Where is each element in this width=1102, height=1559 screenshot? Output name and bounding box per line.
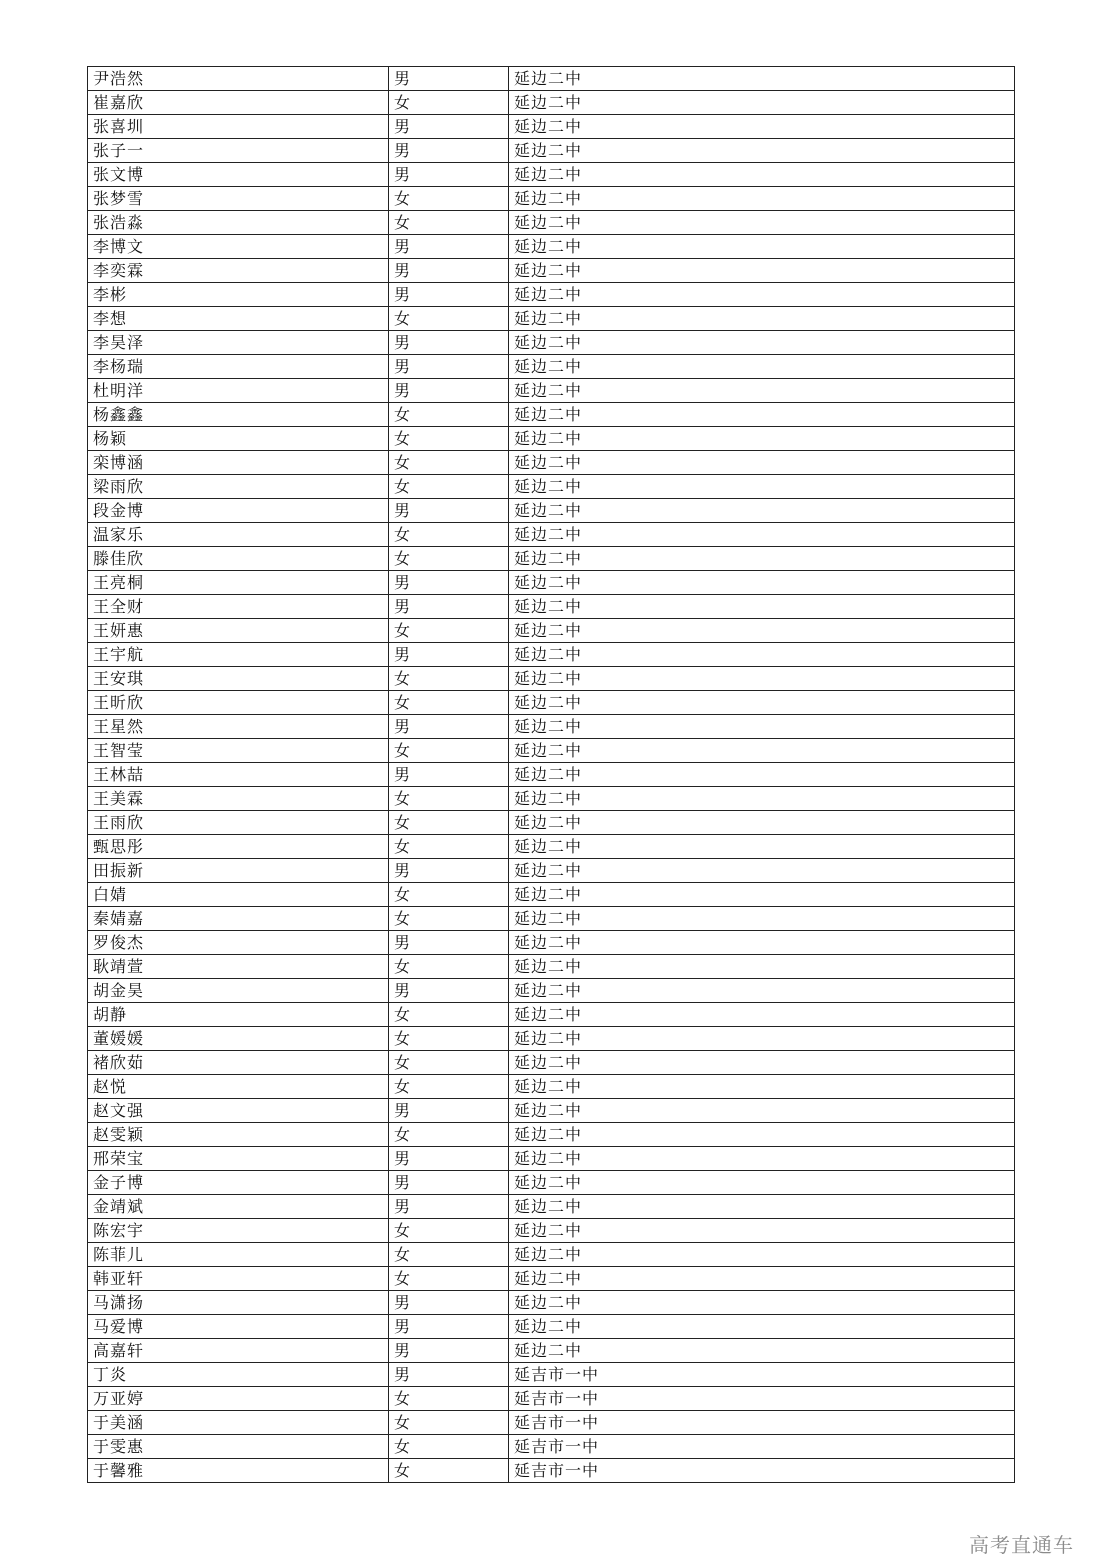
school-cell: 延边二中 [509,667,1015,691]
gender-cell: 男 [389,1099,509,1123]
school-cell: 延边二中 [509,643,1015,667]
school-cell: 延边二中 [509,523,1015,547]
table-row [88,355,1015,379]
table-row [88,1075,1015,1099]
student-name-cell: 李彬 [88,283,389,307]
table-row [88,235,1015,259]
school-cell: 延边二中 [509,283,1015,307]
gender-cell: 男 [389,331,509,355]
table-row [88,1387,1015,1411]
student-name-cell: 甄思彤 [88,835,389,859]
table-row [88,67,1015,91]
gender-cell: 女 [389,91,509,115]
watermark-text: 高考直通车 [969,1533,1074,1557]
table-row [88,427,1015,451]
school-cell: 延边二中 [509,715,1015,739]
student-name-cell: 罗俊杰 [88,931,389,955]
student-name-cell: 胡金昊 [88,979,389,1003]
student-name-cell: 赵文强 [88,1099,389,1123]
table-row [88,403,1015,427]
school-cell: 延边二中 [509,1339,1015,1363]
student-name-cell: 董媛媛 [88,1027,389,1051]
student-name-cell: 王宇航 [88,643,389,667]
student-roster-table [87,66,1015,1483]
gender-cell: 男 [389,979,509,1003]
gender-cell: 女 [389,1003,509,1027]
table-row [88,643,1015,667]
school-cell: 延边二中 [509,763,1015,787]
student-name-cell: 张喜圳 [88,115,389,139]
gender-cell: 男 [389,1147,509,1171]
student-name-cell: 田振新 [88,859,389,883]
gender-cell: 女 [389,619,509,643]
student-name-cell: 李杨瑞 [88,355,389,379]
gender-cell: 男 [389,1171,509,1195]
student-name-cell: 杨鑫鑫 [88,403,389,427]
gender-cell: 女 [389,691,509,715]
gender-cell: 男 [389,283,509,307]
gender-cell: 男 [389,643,509,667]
school-cell: 延边二中 [509,259,1015,283]
school-cell: 延边二中 [509,139,1015,163]
gender-cell: 女 [389,955,509,979]
student-name-cell: 韩亚轩 [88,1267,389,1291]
gender-cell: 女 [389,475,509,499]
school-cell: 延边二中 [509,67,1015,91]
school-cell: 延边二中 [509,1075,1015,1099]
school-cell: 延边二中 [509,307,1015,331]
gender-cell: 男 [389,763,509,787]
gender-cell: 男 [389,1291,509,1315]
student-name-cell: 温家乐 [88,523,389,547]
student-name-cell: 褚欣茹 [88,1051,389,1075]
gender-cell: 男 [389,259,509,283]
gender-cell: 女 [389,1435,509,1459]
student-name-cell: 王安琪 [88,667,389,691]
table-row [88,883,1015,907]
table-row [88,595,1015,619]
school-cell: 延边二中 [509,835,1015,859]
table-row [88,523,1015,547]
table-row [88,1171,1015,1195]
school-cell: 延边二中 [509,427,1015,451]
school-cell: 延吉市一中 [509,1411,1015,1435]
table-row [88,787,1015,811]
table-row [88,1411,1015,1435]
student-name-cell: 杨颖 [88,427,389,451]
gender-cell: 女 [389,523,509,547]
gender-cell: 女 [389,811,509,835]
school-cell: 延边二中 [509,91,1015,115]
school-cell: 延边二中 [509,475,1015,499]
student-name-cell: 王全财 [88,595,389,619]
gender-cell: 男 [389,139,509,163]
school-cell: 延边二中 [509,1291,1015,1315]
student-name-cell: 杜明洋 [88,379,389,403]
school-cell: 延边二中 [509,907,1015,931]
student-name-cell: 王智莹 [88,739,389,763]
school-cell: 延边二中 [509,1003,1015,1027]
student-name-cell: 李昊泽 [88,331,389,355]
table-row [88,1147,1015,1171]
table-row [88,1459,1015,1483]
student-name-cell: 高嘉轩 [88,1339,389,1363]
student-name-cell: 崔嘉欣 [88,91,389,115]
student-name-cell: 金子博 [88,1171,389,1195]
table-row [88,1363,1015,1387]
school-cell: 延边二中 [509,355,1015,379]
table-row [88,811,1015,835]
school-cell: 延边二中 [509,1027,1015,1051]
gender-cell: 女 [389,403,509,427]
school-cell: 延边二中 [509,787,1015,811]
school-cell: 延边二中 [509,1243,1015,1267]
gender-cell: 男 [389,571,509,595]
gender-cell: 女 [389,1267,509,1291]
gender-cell: 女 [389,451,509,475]
student-name-cell: 梁雨欣 [88,475,389,499]
student-name-cell: 胡静 [88,1003,389,1027]
student-name-cell: 万亚婷 [88,1387,389,1411]
gender-cell: 男 [389,715,509,739]
gender-cell: 女 [389,1243,509,1267]
school-cell: 延边二中 [509,883,1015,907]
table-row [88,1315,1015,1339]
table-row [88,979,1015,1003]
gender-cell: 女 [389,211,509,235]
student-name-cell: 张子一 [88,139,389,163]
school-cell: 延边二中 [509,211,1015,235]
student-name-cell: 张梦雪 [88,187,389,211]
table-row [88,451,1015,475]
school-cell: 延吉市一中 [509,1387,1015,1411]
gender-cell: 男 [389,379,509,403]
school-cell: 延边二中 [509,571,1015,595]
school-cell: 延边二中 [509,499,1015,523]
gender-cell: 男 [389,163,509,187]
table-row [88,931,1015,955]
student-name-cell: 李奕霖 [88,259,389,283]
table-row [88,715,1015,739]
table-row [88,91,1015,115]
table-row [88,571,1015,595]
table-row [88,1099,1015,1123]
student-name-cell: 马潇扬 [88,1291,389,1315]
school-cell: 延边二中 [509,235,1015,259]
school-cell: 延边二中 [509,811,1015,835]
gender-cell: 女 [389,907,509,931]
table-row [88,907,1015,931]
student-name-cell: 王雨欣 [88,811,389,835]
gender-cell: 女 [389,427,509,451]
gender-cell: 男 [389,859,509,883]
table-row [88,667,1015,691]
table-row [88,1123,1015,1147]
roster-body [88,67,1015,1483]
gender-cell: 女 [389,1387,509,1411]
gender-cell: 女 [389,1075,509,1099]
student-name-cell: 李博文 [88,235,389,259]
table-row [88,307,1015,331]
school-cell: 延边二中 [509,187,1015,211]
gender-cell: 女 [389,1411,509,1435]
table-row [88,1267,1015,1291]
table-row [88,547,1015,571]
school-cell: 延边二中 [509,1195,1015,1219]
school-cell: 延边二中 [509,547,1015,571]
gender-cell: 男 [389,931,509,955]
gender-cell: 男 [389,355,509,379]
table-row [88,763,1015,787]
school-cell: 延边二中 [509,691,1015,715]
school-cell: 延边二中 [509,163,1015,187]
table-row [88,739,1015,763]
table-row [88,835,1015,859]
school-cell: 延吉市一中 [509,1459,1015,1483]
student-name-cell: 丁炎 [88,1363,389,1387]
table-row [88,1051,1015,1075]
table-row [88,619,1015,643]
school-cell: 延边二中 [509,1315,1015,1339]
school-cell: 延吉市一中 [509,1363,1015,1387]
student-name-cell: 马爱博 [88,1315,389,1339]
gender-cell: 女 [389,835,509,859]
student-name-cell: 于雯惠 [88,1435,389,1459]
table-row [88,139,1015,163]
student-name-cell: 邢荣宝 [88,1147,389,1171]
student-name-cell: 白婧 [88,883,389,907]
student-name-cell: 王星然 [88,715,389,739]
student-name-cell: 于馨雅 [88,1459,389,1483]
table-row [88,331,1015,355]
student-name-cell: 陈菲儿 [88,1243,389,1267]
gender-cell: 女 [389,1123,509,1147]
table-row [88,499,1015,523]
school-cell: 延边二中 [509,595,1015,619]
gender-cell: 男 [389,235,509,259]
gender-cell: 女 [389,187,509,211]
school-cell: 延边二中 [509,1099,1015,1123]
school-cell: 延边二中 [509,1123,1015,1147]
table-row [88,283,1015,307]
student-name-cell: 金靖斌 [88,1195,389,1219]
table-row [88,259,1015,283]
table-row [88,163,1015,187]
school-cell: 延边二中 [509,1147,1015,1171]
school-cell: 延边二中 [509,859,1015,883]
school-cell: 延边二中 [509,115,1015,139]
school-cell: 延边二中 [509,619,1015,643]
school-cell: 延边二中 [509,1051,1015,1075]
school-cell: 延边二中 [509,979,1015,1003]
student-name-cell: 王美霖 [88,787,389,811]
school-cell: 延边二中 [509,739,1015,763]
table-row [88,1027,1015,1051]
table-row [88,1291,1015,1315]
gender-cell: 女 [389,547,509,571]
student-name-cell: 李想 [88,307,389,331]
school-cell: 延边二中 [509,1219,1015,1243]
table-row [88,187,1015,211]
table-row [88,211,1015,235]
table-row [88,1435,1015,1459]
school-cell: 延边二中 [509,1267,1015,1291]
gender-cell: 男 [389,1315,509,1339]
table-row [88,1339,1015,1363]
student-name-cell: 张文博 [88,163,389,187]
school-cell: 延吉市一中 [509,1435,1015,1459]
gender-cell: 男 [389,67,509,91]
gender-cell: 男 [389,499,509,523]
table-row [88,1219,1015,1243]
student-name-cell: 赵雯颖 [88,1123,389,1147]
student-name-cell: 王亮桐 [88,571,389,595]
student-name-cell: 滕佳欣 [88,547,389,571]
table-row [88,955,1015,979]
table-row [88,475,1015,499]
student-name-cell: 王林喆 [88,763,389,787]
gender-cell: 男 [389,1339,509,1363]
student-name-cell: 张浩淼 [88,211,389,235]
table-row [88,691,1015,715]
gender-cell: 女 [389,883,509,907]
school-cell: 延边二中 [509,931,1015,955]
gender-cell: 女 [389,1027,509,1051]
gender-cell: 女 [389,1051,509,1075]
school-cell: 延边二中 [509,1171,1015,1195]
student-name-cell: 王昕欣 [88,691,389,715]
table-row [88,1003,1015,1027]
student-name-cell: 耿靖萱 [88,955,389,979]
gender-cell: 男 [389,1195,509,1219]
student-name-cell: 栾博涵 [88,451,389,475]
gender-cell: 男 [389,595,509,619]
gender-cell: 女 [389,667,509,691]
gender-cell: 男 [389,1363,509,1387]
school-cell: 延边二中 [509,331,1015,355]
student-name-cell: 于美涵 [88,1411,389,1435]
gender-cell: 女 [389,1219,509,1243]
table-row [88,379,1015,403]
student-name-cell: 尹浩然 [88,67,389,91]
student-name-cell: 王妍惠 [88,619,389,643]
gender-cell: 女 [389,739,509,763]
student-name-cell: 秦婧嘉 [88,907,389,931]
table-row [88,115,1015,139]
student-name-cell: 段金博 [88,499,389,523]
gender-cell: 女 [389,307,509,331]
gender-cell: 男 [389,115,509,139]
gender-cell: 女 [389,1459,509,1483]
table-row [88,1243,1015,1267]
table-row [88,859,1015,883]
student-name-cell: 陈宏宇 [88,1219,389,1243]
school-cell: 延边二中 [509,403,1015,427]
school-cell: 延边二中 [509,379,1015,403]
table-row [88,1195,1015,1219]
gender-cell: 女 [389,787,509,811]
student-name-cell: 赵悦 [88,1075,389,1099]
school-cell: 延边二中 [509,451,1015,475]
school-cell: 延边二中 [509,955,1015,979]
